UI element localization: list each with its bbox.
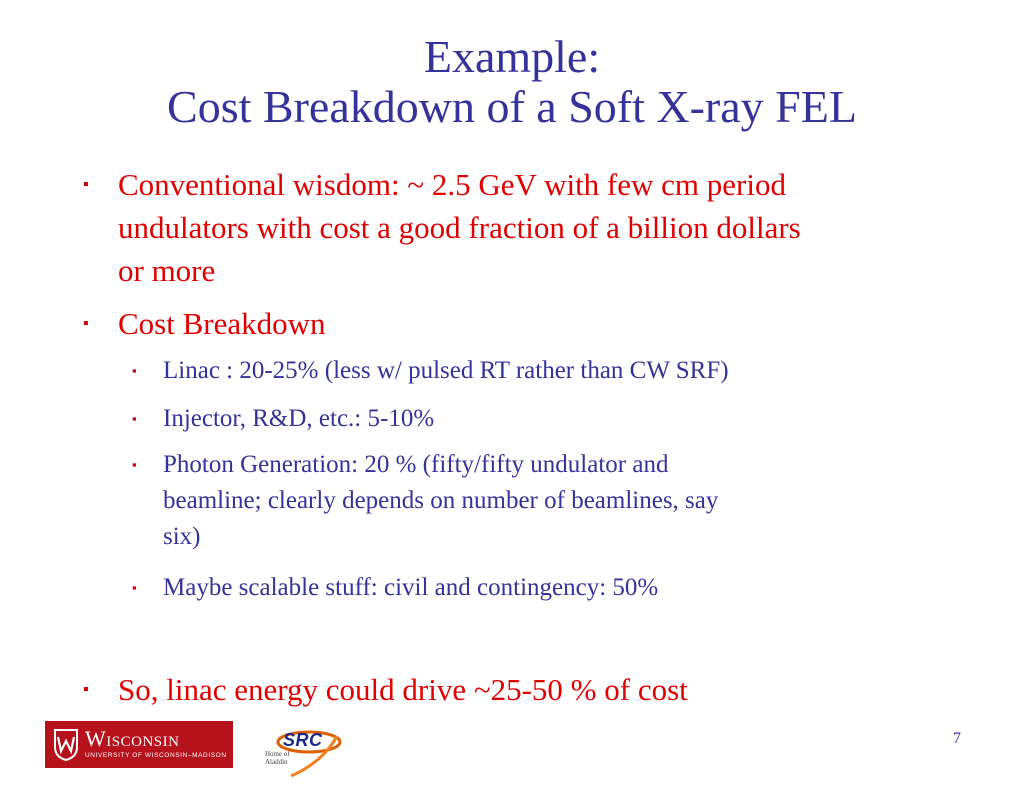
src-logo <box>263 726 343 778</box>
sub-bullet-marker: ▪ <box>132 457 137 472</box>
bullet-text-line: So, linac energy could drive ~25-50 % of cost <box>118 672 688 707</box>
bullet-linac-energy <box>83 668 938 711</box>
title-line-2: Cost Breakdown of a Soft X-ray FEL <box>167 81 857 132</box>
bullet-cost-breakdown <box>83 302 938 345</box>
sub-bullet-injector <box>132 401 903 437</box>
sub-bullet-marker: ▪ <box>132 363 137 378</box>
sub-bullet-text-line: six) <box>163 523 201 550</box>
sub-bullet-marker: ▪ <box>132 411 137 426</box>
wisconsin-crest-icon <box>53 727 79 761</box>
bullet-marker: ▪ <box>83 681 89 698</box>
wisconsin-logo <box>45 721 233 768</box>
sub-bullet-text-line: Injector, R&D, etc.: 5-10% <box>163 405 435 432</box>
sub-bullet-photon-generation <box>132 447 903 555</box>
wisconsin-wordmark: Wisconsin <box>85 726 180 751</box>
bullet-marker: ▪ <box>83 315 89 332</box>
bullet-text-line: or more <box>118 253 216 288</box>
src-wordmark: SRC <box>283 730 323 750</box>
wisconsin-subtitle: UNIVERSITY OF WISCONSIN–MADISON <box>85 752 227 759</box>
sub-bullet-marker: ▪ <box>132 580 137 595</box>
bullet-text-line: Conventional wisdom: ~ 2.5 GeV with few cm period <box>118 167 786 202</box>
title-line-1: Example: <box>423 31 601 82</box>
page-number: 7 <box>953 730 961 747</box>
sub-bullet-scalable-stuff <box>132 570 903 606</box>
sub-bullet-linac <box>132 353 903 389</box>
bullet-marker: ▪ <box>83 176 89 193</box>
sub-bullet-text-line: beamline; clearly depends on number of beamlines, say <box>163 487 719 514</box>
bullet-conventional-wisdom <box>83 163 938 292</box>
bullet-text-line: Cost Breakdown <box>118 306 326 341</box>
bullet-text-line: undulators with cost a good fraction of a billion dollars <box>118 210 801 245</box>
sub-bullet-text-line: Maybe scalable stuff: civil and contingency: 50% <box>163 574 659 601</box>
src-subtitle: Home of Aladdin <box>265 750 290 766</box>
sub-bullet-text-line: Linac : 20-25% (less w/ pulsed RT rather than CW SRF) <box>163 357 729 384</box>
sub-bullet-text-line: Photon Generation: 20 % (fifty/fifty undulator and <box>163 451 669 478</box>
